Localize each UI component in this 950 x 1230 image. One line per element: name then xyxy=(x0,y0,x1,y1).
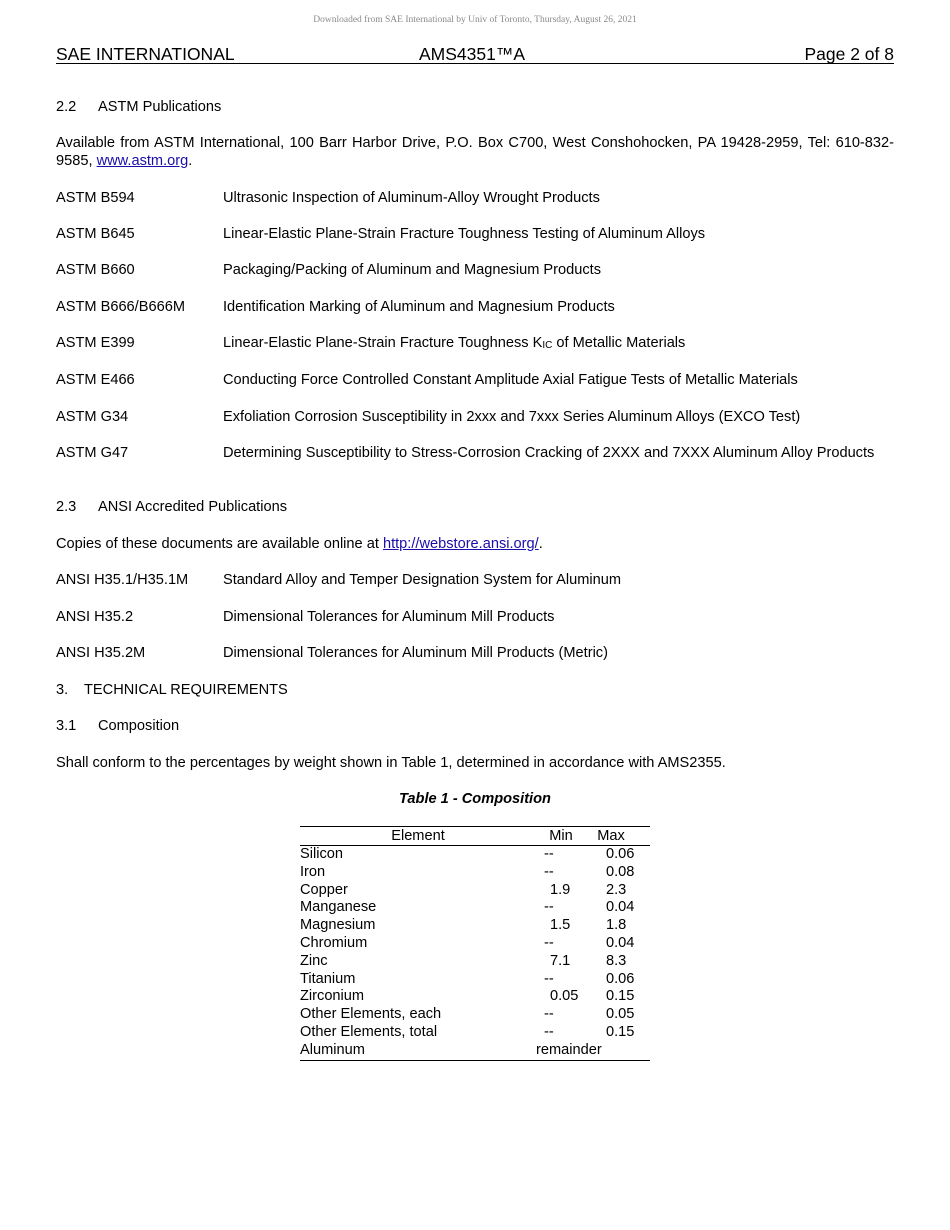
cell-element: Titanium xyxy=(300,970,356,987)
cell-min: 1.5 xyxy=(550,917,571,934)
ref-code: ASTM G47 xyxy=(56,445,129,461)
astm-intro-text: Available from ASTM International, 100 Barr Harbor Drive, P.O. Box C700, West Conshohocken, PA 19428-2959, Tel: 610-832-9585, xyxy=(56,135,894,169)
cell-element: Iron xyxy=(300,863,326,880)
table-row xyxy=(300,846,650,864)
composition-paragraph: Shall conform to the percentages by weight shown in Table 1, determined in accordance with AMS2355. xyxy=(56,755,726,771)
cell-min: -- xyxy=(544,899,554,916)
cell-max: 0.06 xyxy=(606,970,635,987)
ref-code: ASTM B660 xyxy=(56,262,135,278)
cell-element: Zinc xyxy=(300,952,328,969)
cell-min: -- xyxy=(544,846,554,862)
kic-subscript: IC xyxy=(542,340,553,351)
cell-min: -- xyxy=(544,1023,554,1040)
cell-max: 0.04 xyxy=(606,934,635,951)
ref-description: Determining Susceptibility to Stress-Corrosion Cracking of 2XXX and 7XXX Aluminum Alloy Products xyxy=(223,445,875,461)
cell-element: Other Elements, total xyxy=(300,1023,438,1040)
cell-remainder: remainder xyxy=(536,1041,602,1058)
ref-description: Dimensional Tolerances for Aluminum Mill Products xyxy=(223,609,555,625)
cell-element: Silicon xyxy=(300,846,343,862)
section-3-1-number: 3.1 xyxy=(56,718,77,734)
ansi-intro-paragraph: Copies of these documents are available online at http://webstore.ansi.org/. xyxy=(56,536,543,552)
table-row xyxy=(300,1006,650,1024)
cell-max: 0.15 xyxy=(606,1023,635,1040)
section-3-number: 3. xyxy=(56,682,69,698)
cell-min: 7.1 xyxy=(550,952,571,969)
cell-max: 0.08 xyxy=(606,863,635,880)
ref-description: Packaging/Packing of Aluminum and Magnesium Products xyxy=(223,262,602,278)
header-min: Min xyxy=(549,828,573,844)
header-publisher: SAE INTERNATIONAL xyxy=(56,44,235,64)
ref-description: Standard Alloy and Temper Designation System for Aluminum xyxy=(223,572,622,588)
ref-code: ASTM B666/B666M xyxy=(56,299,185,315)
ref-description: Dimensional Tolerances for Aluminum Mill Products (Metric) xyxy=(223,645,608,661)
table-row xyxy=(300,1024,650,1042)
ref-description xyxy=(223,334,685,354)
header-page-number: Page 2 of 8 xyxy=(804,44,894,64)
cell-max: 2.3 xyxy=(606,881,627,898)
table-row xyxy=(300,971,650,989)
cell-element: Copper xyxy=(300,881,348,898)
cell-min: -- xyxy=(544,1006,554,1023)
table-row xyxy=(300,864,650,882)
ref-code: ASTM B645 xyxy=(56,226,135,242)
cell-element: Other Elements, each xyxy=(300,1006,442,1023)
cell-max: 0.04 xyxy=(606,899,635,916)
ref-description: Conducting Force Controlled Constant Amplitude Axial Fatigue Tests of Metallic Materials xyxy=(223,372,798,388)
ref-code: ASTM B594 xyxy=(56,190,135,206)
header-element: Element xyxy=(391,828,445,844)
table-row xyxy=(300,882,650,900)
section-2-2-title: ASTM Publications xyxy=(98,99,222,115)
ansi-webstore-link[interactable]: http://webstore.ansi.org/ xyxy=(382,536,539,552)
table-row xyxy=(300,917,650,935)
cell-min: 0.05 xyxy=(550,988,579,1005)
ref-description: Identification Marking of Aluminum and Magnesium Products xyxy=(223,299,615,315)
cell-element: Aluminum xyxy=(300,1041,365,1058)
cell-max: 8.3 xyxy=(606,952,627,969)
section-3-title: TECHNICAL REQUIREMENTS xyxy=(84,682,288,698)
table-row xyxy=(300,953,650,971)
header-max: Max xyxy=(597,828,625,844)
astm-intro-paragraph: Available from ASTM International, 100 Barr Harbor Drive, P.O. Box C700, West Conshohocken, PA 19428-2959, Tel: 610-832-9585, www.astm.org. xyxy=(56,135,894,169)
table-row xyxy=(300,988,650,1006)
ref-description: Exfoliation Corrosion Susceptibility in 2xxx and 7xxx Series Aluminum Alloys (EXCO Test) xyxy=(223,409,801,425)
table-header-row xyxy=(300,827,650,846)
ref-code: ASTM G34 xyxy=(56,409,129,425)
cell-max: 0.06 xyxy=(606,846,635,862)
ref-code: ANSI H35.2 xyxy=(56,609,134,625)
download-watermark: Downloaded from SAE International by Univ of Toronto, Thursday, August 26, 2021 xyxy=(313,15,637,25)
cell-element: Magnesium xyxy=(300,917,376,934)
composition-table xyxy=(300,826,650,1061)
ref-code: ANSI H35.1/H35.1M xyxy=(56,572,189,588)
ref-description: Linear-Elastic Plane-Strain Fracture Toughness Testing of Aluminum Alloys xyxy=(223,226,706,242)
cell-min: -- xyxy=(544,863,554,880)
cell-min: -- xyxy=(544,934,554,951)
ref-code: ASTM E466 xyxy=(56,372,135,388)
cell-element: Manganese xyxy=(300,899,377,916)
cell-max: 1.8 xyxy=(606,917,627,934)
section-2-3-title: ANSI Accredited Publications xyxy=(98,499,288,515)
table-caption: Table 1 - Composition xyxy=(399,791,551,807)
ansi-intro-text: Copies of these documents are available online at xyxy=(56,536,379,552)
section-2-3-number: 2.3 xyxy=(56,499,77,515)
section-3-1-title: Composition xyxy=(98,718,180,734)
ref-description-part: Linear-Elastic Plane-Strain Fracture Toughness K xyxy=(223,335,543,351)
cell-min: 1.9 xyxy=(550,881,571,898)
table-row xyxy=(300,1042,650,1060)
table-row xyxy=(300,899,650,917)
section-2-2-number: 2.2 xyxy=(56,99,77,115)
ref-code: ANSI H35.2M xyxy=(56,645,146,661)
cell-element: Zirconium xyxy=(300,988,365,1005)
ref-code: ASTM E399 xyxy=(56,335,135,351)
page-header xyxy=(56,43,894,64)
cell-max: 0.15 xyxy=(606,988,635,1005)
cell-min: -- xyxy=(544,970,554,987)
header-document-number: AMS4351™A xyxy=(419,44,526,64)
cell-max: 0.05 xyxy=(606,1006,635,1023)
ref-description-part: of Metallic Materials xyxy=(552,335,686,351)
cell-element: Chromium xyxy=(300,934,368,951)
table-row xyxy=(300,935,650,953)
astm-website-link[interactable]: www.astm.org xyxy=(96,153,189,169)
ref-description: Ultrasonic Inspection of Aluminum-Alloy Wrought Products xyxy=(223,190,600,206)
